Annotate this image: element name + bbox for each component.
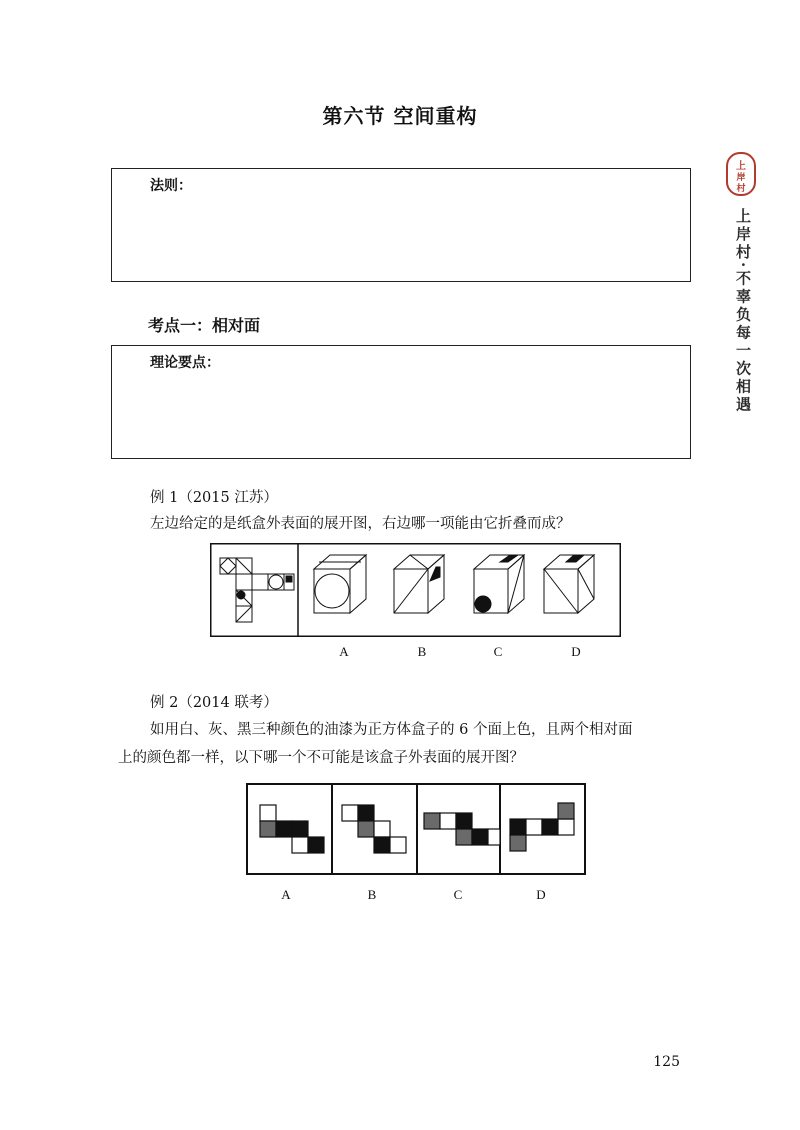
section-heading: 考点一：相对面 — [148, 316, 261, 335]
theory-box — [111, 345, 691, 459]
example1-option-a-label: A — [339, 644, 349, 659]
example1-option-d-label: D — [571, 644, 581, 659]
option-a-net — [260, 805, 324, 853]
svg-text:村: 村 — [736, 184, 746, 194]
option-b-net — [342, 805, 406, 853]
theory-label: 理论要点： — [150, 355, 220, 371]
rules-box — [111, 168, 691, 282]
example2-option-b-label: B — [367, 887, 377, 902]
seal-logo — [726, 152, 756, 196]
example2-question-line1: 如用白、灰、黑三种颜色的油漆为正方体盒子的 6 个面上色，且两个相对面 — [150, 722, 633, 738]
page-number: 125 — [653, 1054, 680, 1070]
example1-label: 例 1（2015 江苏） — [150, 490, 278, 506]
example1-figure — [210, 543, 621, 637]
example2-question-line2: 上的颜色都一样，以下哪一个不可能是该盒子外表面的展开图？ — [118, 750, 524, 766]
cube-net — [220, 558, 294, 622]
example1-question: 左边给定的是纸盒外表面的展开图，右边哪一项能由它折叠而成？ — [150, 516, 571, 532]
example2-option-c-label: C — [453, 887, 463, 902]
option-a-cube — [314, 555, 366, 613]
option-d-cube — [544, 555, 594, 613]
example2-option-d-label: D — [536, 887, 546, 902]
sidebar-slogan: 上岸村·不辜负每一次相遇 — [734, 208, 752, 415]
rules-label: 法则： — [150, 178, 192, 194]
example2-label: 例 2（2014 联考） — [150, 695, 278, 711]
example1-option-c-label: C — [493, 644, 503, 659]
svg-text:上: 上 — [736, 161, 746, 172]
option-b-cube — [394, 555, 444, 613]
svg-text:岸: 岸 — [736, 173, 746, 183]
page-title: 第六节 空间重构 — [322, 104, 478, 128]
example2-option-a-label: A — [281, 887, 291, 902]
example1-option-b-label: B — [417, 644, 427, 659]
option-c-net — [424, 813, 500, 845]
example2-figure — [246, 783, 586, 875]
option-c-cube — [474, 555, 524, 613]
option-d-net — [510, 803, 574, 851]
